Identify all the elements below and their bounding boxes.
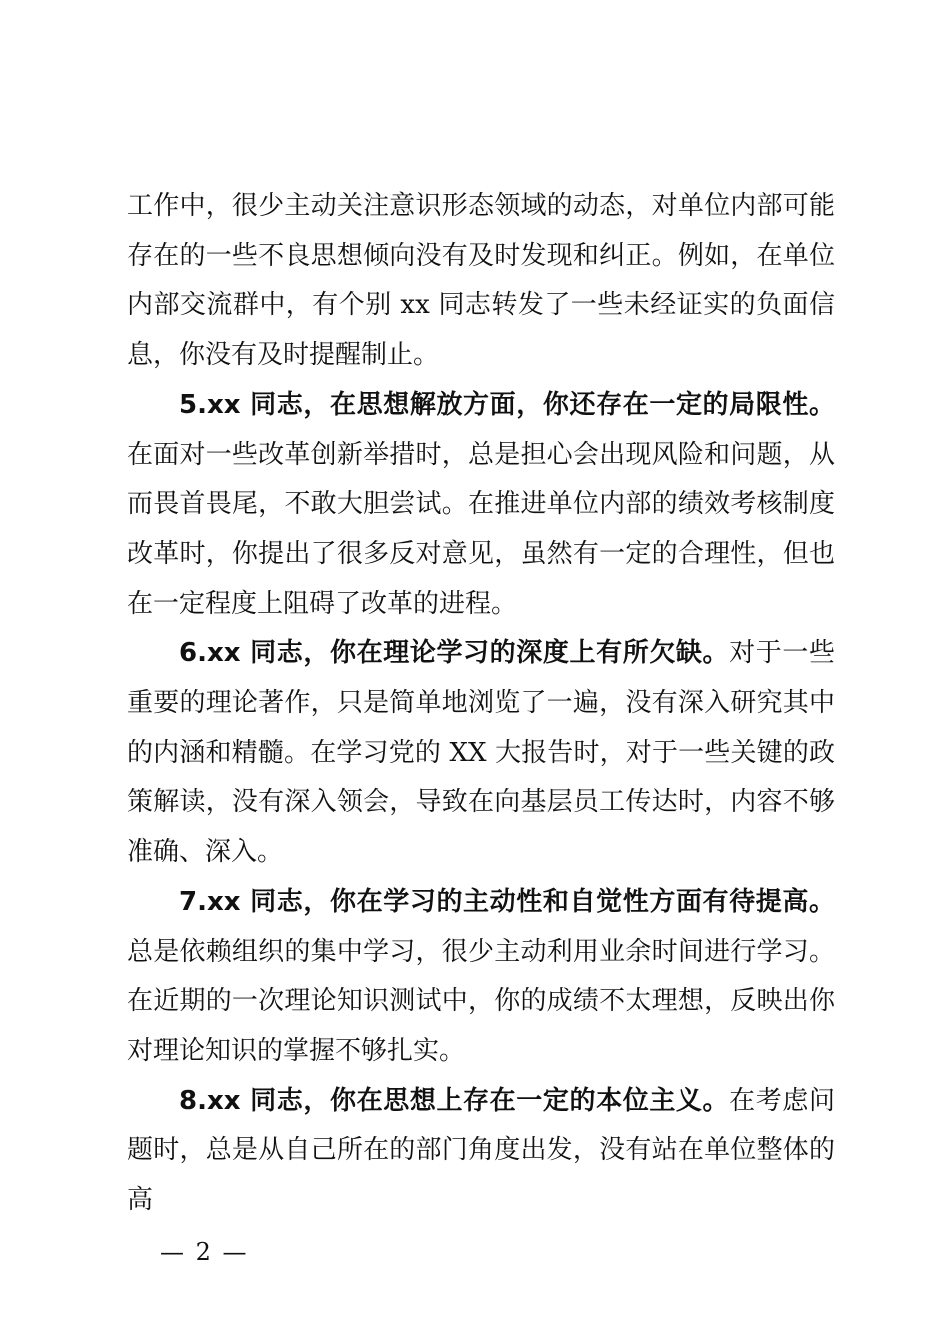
paragraph-text: 对于一些重要的理论著作，只是简单地浏览了一遍，没有深入研究其中的内涵和精髓。在学习党的 XX 大报告时，对于一些关键的政策解读，没有深入领会，导致在向基层员工传达时，内容不够准确、深入。 bbox=[127, 638, 835, 868]
paragraph-item-7 bbox=[127, 878, 835, 1077]
paragraph-lead: 8.xx 同志，你在思想上存在一定的本位主义。 bbox=[179, 1085, 730, 1116]
paragraph-text: 在考虑问题时，总是从自己所在的部门角度出发，没有站在单位整体的高 bbox=[127, 1085, 835, 1216]
paragraph-lead: 7.xx 同志，你在学习的主动性和自觉性方面有待提高。 bbox=[179, 886, 835, 917]
paragraph-lead: 6.xx 同志，你在理论学习的深度上有所欠缺。 bbox=[179, 638, 730, 669]
paragraph-text: 工作中，很少主动关注意识形态领域的动态，对单位内部可能存在的一些不良思想倾向没有及时发现和纠正。例如，在单位内部交流群中，有个别 xx 同志转发了一些未经证实的负面信息，你没有及时提醒制止。 bbox=[127, 191, 835, 371]
page-number: — 2 — bbox=[160, 1238, 249, 1266]
paragraph-text: 在面对一些改革创新举措时，总是担心会出现风险和问题，从而畏首畏尾，不敢大胆尝试。在推进单位内部的绩效考核制度改革时，你提出了很多反对意见，虽然有一定的合理性，但也在一定程度上阻碍了改革的进程。 bbox=[127, 439, 835, 619]
paragraph-item-5 bbox=[127, 381, 835, 630]
paragraph-lead: 5.xx 同志，在思想解放方面，你还存在一定的局限性。 bbox=[179, 389, 835, 420]
paragraph-item-8 bbox=[127, 1077, 835, 1226]
paragraph-item-6 bbox=[127, 629, 835, 878]
paragraph-text: 总是依赖组织的集中学习，很少主动利用业余时间进行学习。在近期的一次理论知识测试中，你的成绩不太理想，反映出你对理论知识的掌握不够扎实。 bbox=[127, 936, 835, 1066]
paragraph-continued bbox=[127, 182, 835, 381]
document-body bbox=[127, 182, 835, 1226]
